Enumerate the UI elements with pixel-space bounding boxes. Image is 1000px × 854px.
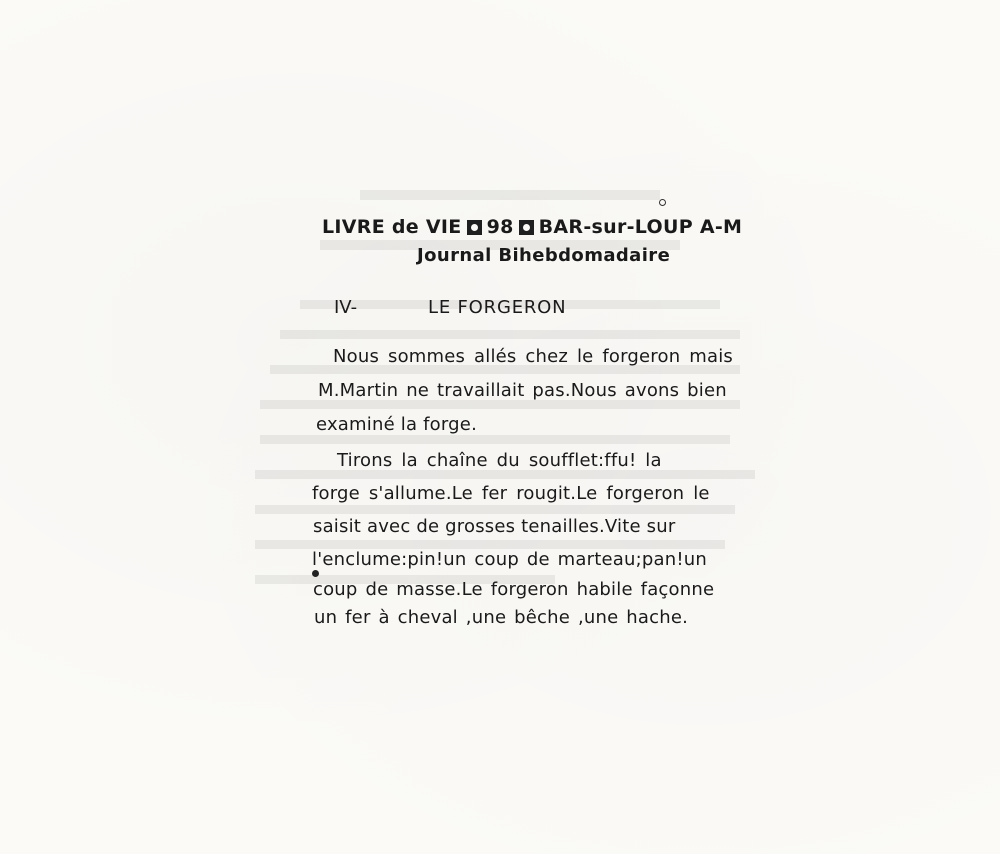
- issue-number: 98: [486, 216, 514, 238]
- ornament-icon: [467, 220, 482, 235]
- masthead-location: BAR-sur-LOUP A-M: [538, 216, 743, 238]
- article-title: LE FORGERON: [428, 297, 567, 318]
- print-mark: [659, 199, 666, 206]
- text-line: Nous sommes allés chez le forgeron mais: [333, 346, 733, 367]
- text-line: saisit avec de grosses tenailles.Vite sur: [313, 516, 676, 537]
- text-line: M.Martin ne travaillait pas.Nous avons bien: [318, 380, 727, 401]
- text-line: examiné la forge.: [316, 414, 477, 435]
- text-line: un fer à cheval ,une bêche ,une hache.: [314, 607, 689, 628]
- masthead-title: LIVRE de VIE: [322, 216, 462, 238]
- journal-subtitle: Journal Bihebdomadaire: [417, 245, 671, 266]
- text-line: Tirons la chaîne du soufflet:ffu! la: [337, 450, 662, 471]
- ornament-icon: [519, 220, 534, 235]
- text-line: l'enclume:pin!un coup de marteau;pan!un: [312, 549, 707, 570]
- ink-blot: [312, 570, 319, 577]
- section-number: IV-: [334, 297, 358, 318]
- masthead: [322, 216, 762, 238]
- text-line: forge s'allume.Le fer rougit.Le forgeron le: [312, 483, 710, 504]
- text-line: coup de masse.Le forgeron habile façonne: [313, 579, 715, 600]
